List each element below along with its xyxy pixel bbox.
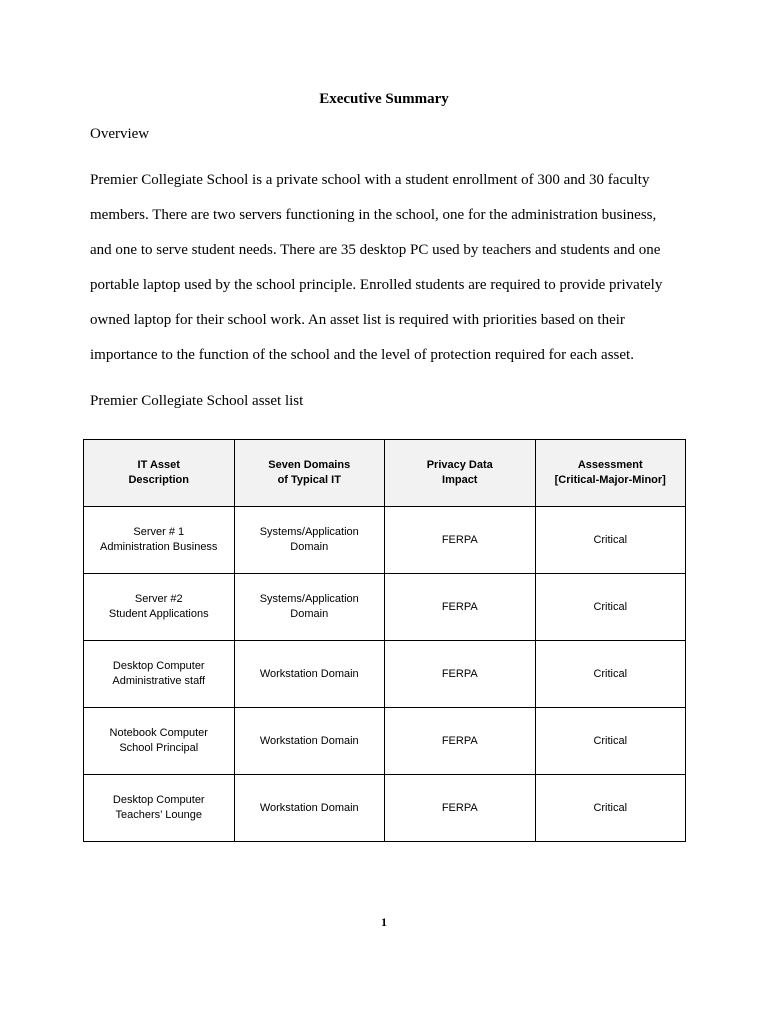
cell-assessment bbox=[535, 641, 686, 708]
cell-asset bbox=[84, 708, 235, 775]
cell-line: Critical bbox=[593, 533, 628, 546]
cell-line: School Principal bbox=[119, 742, 199, 754]
cell-domain bbox=[234, 708, 385, 775]
cell-assessment bbox=[535, 507, 686, 574]
cell-assessment bbox=[535, 708, 686, 775]
cell-line: FERPA bbox=[441, 734, 478, 747]
table-header-row bbox=[84, 440, 686, 507]
cell-line: FERPA bbox=[441, 600, 478, 613]
cell-assessment bbox=[535, 775, 686, 842]
cell-line: Administrative staff bbox=[112, 675, 206, 687]
cell-line: Critical bbox=[593, 667, 628, 680]
cell-line: Domain bbox=[290, 541, 329, 553]
cell-line: Critical bbox=[593, 801, 628, 814]
header-line: Description bbox=[128, 474, 189, 486]
cell-domain bbox=[234, 507, 385, 574]
paragraph-line: owned laptop for their school work. An asset list is required with priorities based on their bbox=[90, 312, 625, 328]
cell-domain bbox=[234, 775, 385, 842]
cell-line: FERPA bbox=[441, 533, 478, 546]
cell-line: FERPA bbox=[441, 667, 478, 680]
header-line: Seven Domains bbox=[268, 459, 351, 471]
cell-line: FERPA bbox=[441, 801, 478, 814]
header-assessment bbox=[535, 440, 686, 507]
table-row bbox=[84, 708, 686, 775]
cell-domain bbox=[234, 574, 385, 641]
cell-domain bbox=[234, 641, 385, 708]
cell-line: Systems/Application bbox=[259, 593, 359, 605]
header-seven-domains bbox=[234, 440, 385, 507]
cell-privacy bbox=[385, 507, 536, 574]
cell-asset bbox=[84, 507, 235, 574]
header-line: [Critical-Major-Minor] bbox=[554, 474, 666, 486]
cell-line: Critical bbox=[593, 600, 628, 613]
table-row bbox=[84, 574, 686, 641]
cell-line: Workstation Domain bbox=[259, 801, 359, 814]
cell-privacy bbox=[385, 775, 536, 842]
header-line: Assessment bbox=[577, 459, 643, 471]
cell-line: Server #2 bbox=[134, 593, 183, 605]
header-line: of Typical IT bbox=[277, 474, 341, 486]
paragraph-line: Premier Collegiate School is a private school with a student enrollment of 300 and 30 faculty bbox=[90, 172, 650, 188]
cell-asset bbox=[84, 574, 235, 641]
document-title: Executive Summary bbox=[319, 91, 449, 107]
cell-line: Server # 1 bbox=[133, 526, 185, 538]
table-row bbox=[84, 775, 686, 842]
cell-line: Critical bbox=[593, 734, 628, 747]
cell-asset bbox=[84, 641, 235, 708]
cell-line: Student Applications bbox=[108, 608, 209, 620]
cell-line: Notebook Computer bbox=[109, 727, 208, 739]
header-it-asset bbox=[84, 440, 235, 507]
cell-line: Workstation Domain bbox=[259, 734, 359, 747]
paragraph-line: members. There are two servers functioning in the school, one for the administration business, bbox=[90, 207, 657, 223]
cell-line: Domain bbox=[290, 608, 329, 620]
table-row bbox=[84, 507, 686, 574]
summary-paragraph bbox=[90, 167, 690, 377]
header-line: Privacy Data bbox=[426, 459, 493, 471]
asset-table bbox=[83, 439, 686, 842]
cell-line: Administration Business bbox=[100, 541, 218, 553]
header-line: IT Asset bbox=[137, 459, 180, 471]
table-row bbox=[84, 641, 686, 708]
cell-privacy bbox=[385, 641, 536, 708]
cell-line: Workstation Domain bbox=[259, 667, 359, 680]
cell-line: Teachers’ Lounge bbox=[115, 809, 202, 821]
cell-assessment bbox=[535, 574, 686, 641]
page-number: 1 bbox=[381, 915, 387, 929]
cell-privacy bbox=[385, 708, 536, 775]
overview-heading: Overview bbox=[90, 126, 150, 142]
cell-asset bbox=[84, 775, 235, 842]
cell-line: Desktop Computer bbox=[112, 794, 205, 806]
paragraph-line: portable laptop used by the school principle. Enrolled students are required to provide privately bbox=[90, 277, 663, 293]
cell-line: Desktop Computer bbox=[112, 660, 205, 672]
cell-line: Systems/Application bbox=[259, 526, 359, 538]
paragraph-line: importance to the function of the school and the level of protection required for each asset. bbox=[90, 347, 634, 363]
table-caption: Premier Collegiate School asset list bbox=[90, 393, 304, 409]
paragraph-line: and one to serve student needs. There are 35 desktop PC used by teachers and students and one bbox=[90, 242, 661, 258]
header-line: Impact bbox=[442, 474, 478, 486]
header-privacy-data bbox=[385, 440, 536, 507]
cell-privacy bbox=[385, 574, 536, 641]
